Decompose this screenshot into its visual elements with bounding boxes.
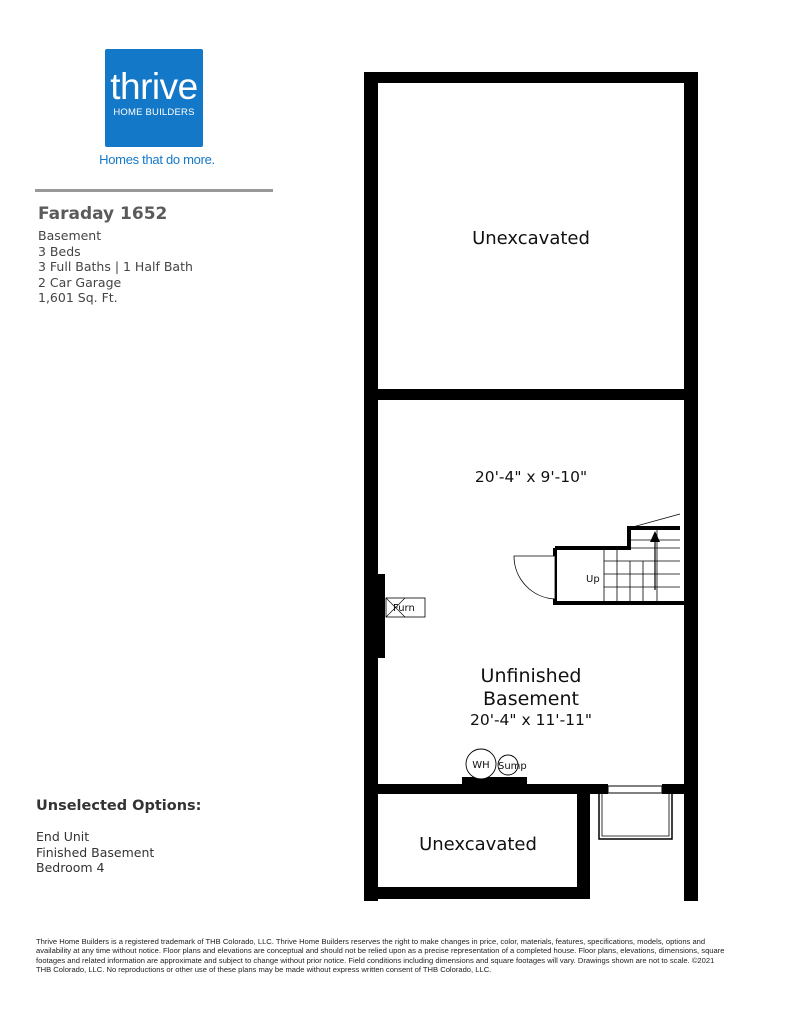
wall-top (364, 72, 698, 83)
option-item: End Unit (36, 829, 90, 844)
legal-disclaimer: Thrive Home Builders is a registered trademark of THB Colorado, LLC. Thrive Home Builders reserves the right to make changes in price, color, materials, features, specifications, models, options and availability at any time without notice. Floor plans and elevations are conceptual and should not be relied upon as a precise representation of a completed house. Floor plans, elevations, dimensions, square footages and related information are approximate and subject to change without prior notice. Field conditions including dimensions and square footages will vary. Drawings shown are not to scale. ©2021 THB Colorado, LLC. No reproductions or other use of these plans may be made without express written consent of THB Colorado, LLC. (36, 937, 725, 974)
window-well-opening (608, 786, 662, 793)
wall-divider-upper (364, 389, 698, 400)
plan-detail-level: Basement (38, 228, 102, 243)
option-item: Finished Basement (36, 844, 155, 860)
stair-wall-upper (555, 528, 680, 548)
plan-detail-garage: 2 Car Garage (38, 274, 122, 290)
utility-base (462, 777, 527, 785)
stair-arrow-icon (650, 531, 660, 542)
option-item: Bedroom 4 (36, 860, 105, 875)
furnace-label: Furn (393, 603, 415, 614)
walls (364, 72, 698, 901)
room-dimensions-lower: 20'-4" x 11'-11" (469, 711, 593, 729)
stair-treads (604, 530, 680, 601)
logo-wordmark: thrive (110, 66, 198, 107)
water-heater-label: WH (472, 760, 490, 771)
plan-title: Faraday 1652 (38, 204, 168, 224)
wall-divider-lower-left (364, 784, 608, 794)
room-label-unexcavated-top: Unexcavated (472, 228, 590, 249)
logo-subtitle: HOME BUILDERS (113, 107, 195, 118)
room-dimensions-upper: 20'-4" x 9'-10" (474, 468, 588, 486)
room-label-unexcavated-bottom: Unexcavated (419, 834, 537, 855)
room-name-line1: Unfinished (480, 665, 582, 687)
window-well (599, 794, 672, 839)
furnace-wall (378, 574, 385, 658)
sump-label: Sump (498, 761, 527, 772)
plan-detail-baths: 3 Full Baths | 1 Half Bath (38, 259, 193, 274)
door-swing (514, 556, 555, 599)
wall-right (684, 72, 698, 901)
wall-left (364, 72, 378, 901)
room-name-line2: Basement (483, 688, 579, 710)
stairs-label: Up (586, 574, 600, 585)
stair-wall-lower (555, 548, 684, 603)
plan-detail-beds: 3 Beds (38, 243, 81, 259)
wall-bottom (364, 887, 590, 899)
unselected-options-title: Unselected Options: (36, 798, 202, 814)
plan-detail-sqft: 1,601 Sq. Ft. (38, 290, 118, 305)
brand-tagline: Homes that do more. (99, 152, 215, 167)
wall-divider-lower-right (662, 784, 698, 794)
wall-crawl-right (577, 784, 590, 899)
